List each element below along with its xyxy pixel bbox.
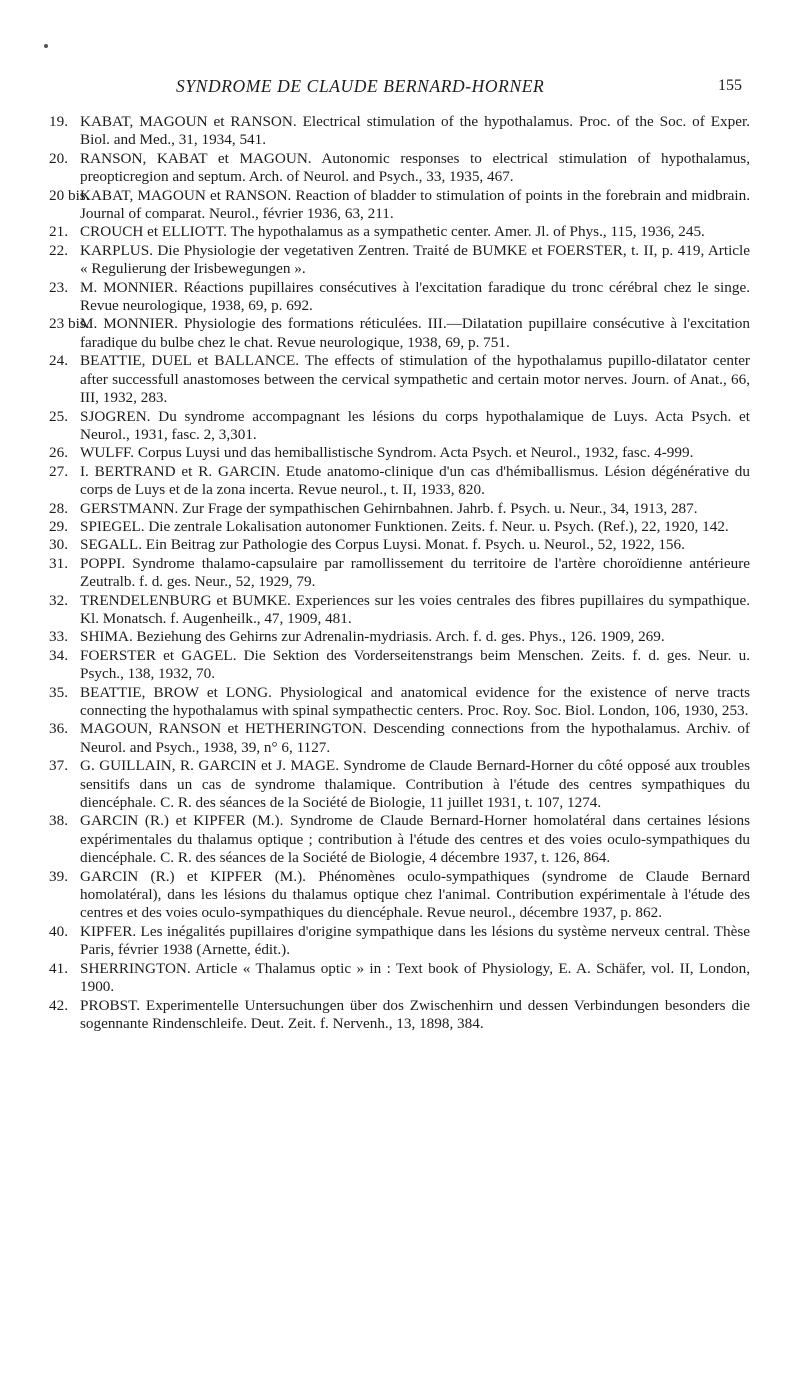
reference-item <box>49 113 750 150</box>
page-number: 155 <box>718 77 742 94</box>
reference-number: 40. <box>49 922 68 940</box>
running-title: SYNDROME DE CLAUDE BERNARD-HORNER <box>176 76 545 96</box>
reference-text: BEATTIE, DUEL et BALLANCE. The effects of stimulation of the hypothalamus pupillo-dilatator center after successfull anastomoses between the cervical sympathetic and certain motor nerves. Journ. of Anat., 66, III, 1932, 283. <box>80 352 750 407</box>
reference-number: 24. <box>49 352 68 370</box>
reference-number: 27. <box>49 462 68 480</box>
reference-item <box>49 536 750 554</box>
reference-number: 23 bis. <box>49 315 90 333</box>
reference-item <box>49 499 750 518</box>
reference-text: TRENDELENBURG et BUMKE. Experiences sur les voies centrales des fibres pupillaires du sympathique. Kl. Monatsch. f. Augenheilk., 47, 1909, 481. <box>80 591 750 627</box>
reference-number: 35. <box>49 683 68 701</box>
reference-text: SPIEGEL. Die zentrale Lokalisation autonomer Funktionen. Zeits. f. Neur. u. Psych. (Ref.), 22, 1920, 142. <box>80 517 729 535</box>
reference-text: PROBST. Experimentelle Untersuchungen über dos Zwischenhirn und dessen Verbindungen besonders die sogennante Rindenschleife. Deut. Zeit. f. Nervenh., 13, 1898, 384. <box>80 996 750 1032</box>
reference-number: 34. <box>49 646 68 664</box>
reference-number: 20 bis. <box>49 186 90 204</box>
reference-number: 25. <box>49 407 68 425</box>
reference-text: MAGOUN, RANSON et HETHERINGTON. Descending connections from the hypothalamus. Archiv. of Neurol. and Psych., 1938, 39, n° 6, 1127. <box>80 720 750 756</box>
reference-text: I. BERTRAND et R. GARCIN. Etude anatomo-clinique d'un cas d'hémiballismus. Lésion dégénérative du corps de Luys et de la zona incerta. Revue neurol., t. II, 1933, 820. <box>80 462 750 499</box>
reference-text: M. MONNIER. Physiologie des formations réticulées. III.—Dilatation pupillaire consécutive à l'excitation faradique du bulbe chez le chat. Revue neurologique, 1938, 69, p. 751. <box>80 315 750 351</box>
reference-item <box>49 757 750 812</box>
reference-item <box>49 278 750 316</box>
reference-number: 37. <box>49 757 68 775</box>
reference-text: GARCIN (R.) et KIPFER (M.). Phénomènes oculo-sympathiques (syndrome de Claude Bernard homolatéral), dans les lésions du thalamus optique chez l'animal. Contribution expérimentale à l'étude des centres et des voies oculo-sympathiques du diencéphale. Revue neurol., décembre 1937, p. 862. <box>80 867 750 922</box>
reference-item <box>49 186 750 224</box>
page-header <box>0 76 800 100</box>
reference-number: 31. <box>49 554 68 572</box>
reference-item <box>49 462 750 500</box>
reference-number: 38. <box>49 812 68 830</box>
reference-text: SHERRINGTON. Article « Thalamus optic » in : Text book of Physiology, E. A. Schäfer, vol. II, London, 1900. <box>80 959 750 996</box>
reference-number: 26. <box>49 444 68 462</box>
reference-number: 21. <box>49 223 68 241</box>
reference-number: 28. <box>49 499 68 517</box>
reference-item <box>49 996 750 1034</box>
reference-text: FOERSTER et GAGEL. Die Sektion des Vorderseitenstrangs beim Menschen. Zeits. f. d. ges. Neur. u. Psych., 138, 1932, 70. <box>80 646 750 683</box>
reference-text: BEATTIE, BROW et LONG. Physiological and anatomical evidence for the existence of nerve tracts connecting the hypothalamus with spinal sympathectic centers. Proc. Roy. Soc. Biol. London, 106, 1930, 253. <box>80 683 750 719</box>
reference-text: KIPFER. Les inégalités pupillaires d'origine sympathique dans les lésions du système nerveux central. Thèse Paris, février 1938 (Arnette, édit.). <box>80 922 750 959</box>
reference-text: GERSTMANN. Zur Frage der sympathischen Gehirnbahnen. Jahrb. f. Psych. u. Neur., 34, 1913, 287. <box>80 499 698 517</box>
reference-item <box>49 922 750 960</box>
reference-text: SEGALL. Ein Beitrag zur Pathologie des Corpus Luysi. Monat. f. Psych. u. Neurol., 52, 1922, 156. <box>80 536 685 554</box>
reference-number: 22. <box>49 241 68 259</box>
reference-item <box>49 352 750 407</box>
reference-item <box>49 444 750 462</box>
reference-text: G. GUILLAIN, R. GARCIN et J. MAGE. Syndrome de Claude Bernard-Horner du côté opposé aux troubles sensitifs dans un cas de syndrome thalamique. Contribution à l'étude des centres sympathiques du diencéphale. C. R. des séances de la Société de Biologie, 11 juillet 1931, t. 107, 1274. <box>80 757 750 812</box>
reference-number: 30. <box>49 536 68 554</box>
reference-item <box>49 812 750 867</box>
reference-number: 42. <box>49 996 68 1014</box>
reference-text: CROUCH et ELLIOTT. The hypothalamus as a sympathetic center. Amer. Jl. of Phys., 115, 1936, 245. <box>80 223 705 241</box>
reference-item <box>49 683 750 721</box>
reference-number: 29. <box>49 517 68 535</box>
reference-number: 36. <box>49 720 68 738</box>
reference-item <box>49 517 750 536</box>
page-speck <box>44 44 48 48</box>
reference-item <box>49 407 750 445</box>
reference-list <box>0 113 800 1033</box>
reference-item <box>49 959 750 997</box>
reference-text: WULFF. Corpus Luysi und das hemiballistische Syndrom. Acta Psych. et Neurol., 1932, fasc. 4-999. <box>80 444 694 462</box>
reference-number: 23. <box>49 278 68 296</box>
reference-text: POPPI. Syndrome thalamo-capsulaire par ramollissement du territoire de l'artère choroïdienne antérieure Zeutralb. f. d. ges. Neur., 52, 1929, 79. <box>80 554 750 591</box>
reference-number: 33. <box>49 628 68 646</box>
reference-text: SJOGREN. Du syndrome accompagnant les lésions du corps hypothalamique de Luys. Acta Psych. et Neurol., 1931, fasc. 2, 3,301. <box>80 407 750 443</box>
reference-text: M. MONNIER. Réactions pupillaires consécutives à l'excitation faradique du tronc cérébral chez le singe. Revue neurologique, 1938, 69, p. 692. <box>80 278 750 315</box>
reference-item <box>49 628 750 646</box>
reference-item <box>49 591 750 629</box>
reference-number: 19. <box>49 113 68 130</box>
reference-item <box>49 646 750 684</box>
reference-text: KARPLUS. Die Physiologie der vegetativen Zentren. Traité de BUMKE et FOERSTER, t. II, p. 419, Article « Regulierung der Irisbewegungen ». <box>80 241 750 278</box>
reference-item <box>49 149 750 187</box>
reference-text: RANSON, KABAT et MAGOUN. Autonomic responses to electrical stimulation of hypothalamus, preopticregion and septum. Arch. of Neurol. and Psych., 33, 1935, 467. <box>80 149 750 186</box>
reference-number: 39. <box>49 867 68 885</box>
reference-number: 32. <box>49 591 68 609</box>
reference-item <box>49 241 750 279</box>
reference-item <box>49 315 750 352</box>
reference-item <box>49 720 750 757</box>
reference-text: KABAT, MAGOUN et RANSON. Electrical stimulation of the hypothalamus. Proc. of the Soc. of Exper. Biol. and Med., 31, 1934, 541. <box>80 113 750 149</box>
reference-number: 20. <box>49 149 68 167</box>
reference-text: GARCIN (R.) et KIPFER (M.). Syndrome de Claude Bernard-Horner homolatéral dans certaines lésions expérimentales du thalamus optique ; contribution à l'étude des centres et des voies oculo-sympathiques du diencéphale. C. R. des séances de la Société de Biologie, 4 décembre 1937, t. 126, 864. <box>80 812 750 867</box>
reference-text: SHIMA. Beziehung des Gehirns zur Adrenalin-mydriasis. Arch. f. d. ges. Phys., 126. 1909, 269. <box>80 628 665 646</box>
reference-item <box>49 554 750 592</box>
reference-item <box>49 867 750 923</box>
reference-number: 41. <box>49 959 68 977</box>
reference-text: KABAT, MAGOUN et RANSON. Reaction of bladder to stimulation of points in the forebrain and midbrain. Journal of comparat. Neurol., février 1936, 63, 211. <box>80 186 750 223</box>
reference-item <box>49 223 750 241</box>
